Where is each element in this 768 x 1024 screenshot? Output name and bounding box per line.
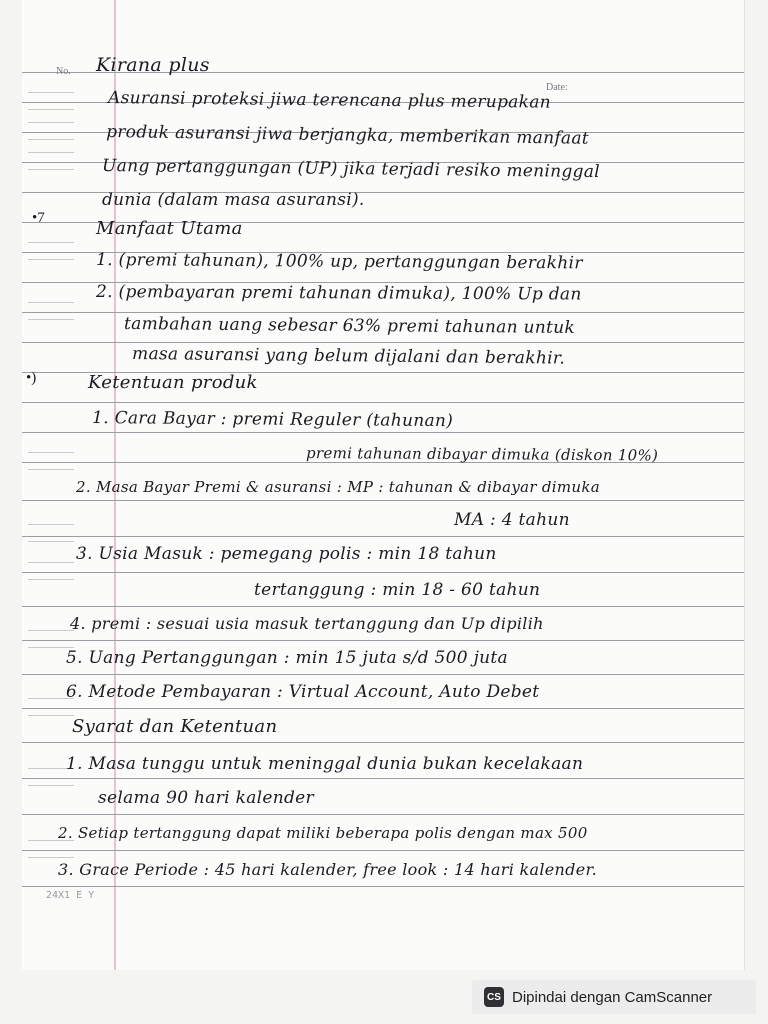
ruled-line	[22, 814, 744, 815]
handwritten-line: MA : 4 tahun	[454, 510, 570, 530]
section-heading: Syarat dan Ketentuan	[72, 716, 278, 737]
handwritten-line: Asuransi proteksi jiwa terencana plus merupakan	[108, 88, 552, 113]
date-label: Date:	[546, 82, 568, 93]
ruled-line	[22, 742, 744, 743]
margin-box	[28, 152, 74, 170]
margin-box	[28, 562, 74, 580]
handwritten-line: tambahan uang sebesar 63% premi tahunan untuk	[124, 314, 576, 338]
section-heading: Ketentuan produk	[88, 372, 258, 393]
margin-box	[28, 92, 74, 110]
camscanner-watermark	[472, 980, 756, 1014]
ruled-line	[22, 886, 744, 887]
bullet-ketentuan: •)	[26, 370, 37, 386]
margin-box	[28, 840, 74, 858]
ruled-line	[22, 500, 744, 501]
ruled-line	[22, 432, 744, 433]
note-title: Kirana plus	[96, 54, 210, 76]
handwritten-line: 2. Setiap tertanggung dapat miliki beberapa polis dengan max 500	[58, 824, 588, 842]
handwritten-line: dunia (dalam masa asuransi).	[102, 190, 365, 210]
handwritten-line: 6. Metode Pembayaran : Virtual Account, Auto Debet	[66, 682, 540, 702]
margin-box	[28, 452, 74, 470]
handwritten-line: tertanggung : min 18 - 60 tahun	[254, 580, 541, 600]
ruled-line	[22, 572, 744, 573]
ruled-line	[22, 778, 744, 779]
ruled-line	[22, 640, 744, 641]
page-footer-mark: 24X1 E Y	[46, 890, 95, 901]
camscanner-logo-icon: CS	[484, 987, 504, 1007]
margin-box	[28, 302, 74, 320]
handwritten-line: selama 90 hari kalender	[98, 788, 314, 808]
ruled-line	[22, 708, 744, 709]
handwritten-line: 3. Usia Masuk : pemegang polis : min 18 tahun	[76, 544, 497, 564]
notebook-page	[22, 0, 745, 970]
handwritten-line: 3. Grace Periode : 45 hari kalender, free look : 14 hari kalender.	[58, 860, 598, 879]
watermark-text: Dipindai dengan CamScanner	[512, 988, 713, 1006]
handwritten-line: 1. Cara Bayar : premi Reguler (tahunan)	[92, 408, 454, 432]
handwritten-line: 1. (premi tahunan), 100% up, pertanggungan berakhir	[96, 250, 583, 274]
handwritten-line: Uang pertanggungan (UP) jika terjadi resiko meninggal	[102, 156, 601, 183]
handwritten-line: 5. Uang Pertanggungan : min 15 juta s/d 500 juta	[66, 648, 508, 668]
ruled-line	[22, 674, 744, 675]
handwritten-line: 4. premi : sesuai usia masuk tertanggung dan Up dipilih	[70, 614, 544, 633]
ruled-line	[22, 606, 744, 607]
handwritten-line: 1. Masa tunggu untuk meninggal dunia bukan kecelakaan	[66, 754, 584, 774]
margin-box	[28, 122, 74, 140]
handwritten-line: 2. (pembayaran premi tahunan dimuka), 100% Up dan	[96, 282, 582, 305]
handwritten-line: produk asuransi jiwa berjangka, memberikan manfaat	[106, 122, 590, 149]
section-heading: Manfaat Utama	[96, 218, 243, 239]
handwritten-line: 2. Masa Bayar Premi & asuransi : MP : tahunan & dibayar dimuka	[76, 478, 601, 496]
ruled-line	[22, 312, 744, 313]
margin-box	[28, 630, 74, 648]
ruled-line	[22, 402, 744, 403]
margin-box	[28, 242, 74, 260]
margin-box	[28, 524, 74, 542]
ruled-line	[22, 342, 744, 343]
handwritten-line: masa asuransi yang belum dijalani dan berakhir.	[132, 344, 566, 369]
ruled-line	[22, 850, 744, 851]
ruled-line	[22, 536, 744, 537]
bullet-manfaat: •7	[32, 210, 45, 226]
handwritten-line: premi tahunan dibayar dimuka (diskon 10%)	[306, 444, 659, 465]
no-label: No.	[56, 66, 71, 77]
